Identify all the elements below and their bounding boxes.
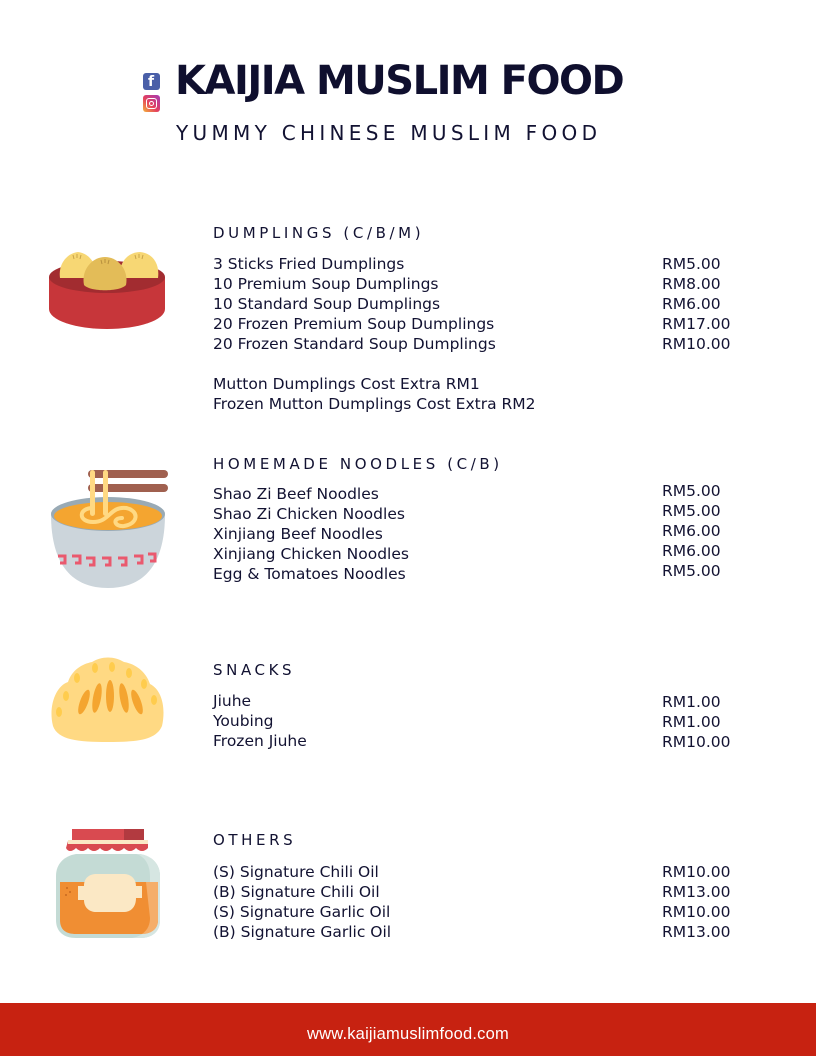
- section-heading: OTHERS: [213, 831, 297, 849]
- item-price: RM1.00: [662, 713, 721, 731]
- section-dumplings: [213, 223, 773, 414]
- jiuhe-pastry-icon: [48, 656, 168, 744]
- item-name: Xinjiang Chicken Noodles: [213, 545, 409, 563]
- item-name: Shao Zi Beef Noodles: [213, 485, 379, 503]
- item-price: RM5.00: [662, 482, 721, 500]
- item-price: RM5.00: [662, 562, 721, 580]
- dumpling-steamer-icon: [48, 245, 168, 333]
- section-heading: HOMEMADE NOODLES (C/B): [213, 455, 503, 473]
- item-name: Egg & Tomatoes Noodles: [213, 565, 406, 583]
- item-name: Xinjiang Beef Noodles: [213, 525, 383, 543]
- item-price: RM8.00: [662, 275, 721, 293]
- social-icons: [143, 73, 161, 117]
- noodle-bowl-icon: [48, 466, 172, 590]
- menu-item: [213, 691, 773, 711]
- page-title: KAIJIA MUSLIM FOOD: [175, 58, 624, 104]
- menu-item: [213, 731, 773, 751]
- menu-item: [213, 862, 773, 882]
- item-price: RM17.00: [662, 315, 731, 333]
- menu-item: [213, 564, 773, 584]
- instagram-icon[interactable]: [143, 95, 160, 112]
- jar-icon: [54, 828, 162, 940]
- menu-item: [213, 254, 773, 274]
- item-name: 20 Frozen Standard Soup Dumplings: [213, 335, 496, 353]
- section-noodles: [213, 454, 773, 584]
- item-name: (S) Signature Chili Oil: [213, 863, 379, 881]
- section-heading: DUMPLINGS (C/B/M): [213, 224, 425, 242]
- item-price: RM6.00: [662, 542, 721, 560]
- menu-item: [213, 294, 773, 314]
- menu-item: [213, 711, 773, 731]
- item-price: RM5.00: [662, 502, 721, 520]
- item-price: RM13.00: [662, 923, 731, 941]
- item-price: RM6.00: [662, 295, 721, 313]
- menu-item: [213, 922, 773, 942]
- section-others: [213, 830, 773, 942]
- item-name: (B) Signature Garlic Oil: [213, 923, 392, 941]
- item-price: RM6.00: [662, 522, 721, 540]
- menu-item: [213, 314, 773, 334]
- item-name: (B) Signature Chili Oil: [213, 883, 380, 901]
- menu-item: [213, 274, 773, 294]
- menu-item: [213, 334, 773, 354]
- menu-note: Frozen Mutton Dumplings Cost Extra RM2: [213, 395, 536, 413]
- item-price: RM10.00: [662, 733, 731, 751]
- item-price: RM10.00: [662, 903, 731, 921]
- item-price: RM10.00: [662, 335, 731, 353]
- menu-note: Mutton Dumplings Cost Extra RM1: [213, 375, 480, 393]
- item-price: RM5.00: [662, 255, 721, 273]
- website-link[interactable]: www.kaijiamuslimfood.com: [307, 1025, 509, 1043]
- item-name: Frozen Jiuhe: [213, 732, 307, 750]
- facebook-icon[interactable]: f: [143, 73, 160, 90]
- item-name: 3 Sticks Fried Dumplings: [213, 255, 405, 273]
- item-name: 10 Premium Soup Dumplings: [213, 275, 439, 293]
- item-price: RM13.00: [662, 883, 731, 901]
- menu-item: [213, 882, 773, 902]
- footer-bar: [0, 1003, 816, 1056]
- item-name: 10 Standard Soup Dumplings: [213, 295, 441, 313]
- item-name: (S) Signature Garlic Oil: [213, 903, 391, 921]
- page-subtitle: YUMMY CHINESE MUSLIM FOOD: [176, 121, 602, 145]
- item-name: Shao Zi Chicken Noodles: [213, 505, 405, 523]
- item-name: Youbing: [213, 712, 274, 730]
- item-name: Jiuhe: [213, 692, 252, 710]
- item-name: 20 Frozen Premium Soup Dumplings: [213, 315, 495, 333]
- menu-item: [213, 902, 773, 922]
- item-price: RM1.00: [662, 693, 721, 711]
- item-price: RM10.00: [662, 863, 731, 881]
- section-snacks: [213, 660, 773, 751]
- section-heading: SNACKS: [213, 661, 296, 679]
